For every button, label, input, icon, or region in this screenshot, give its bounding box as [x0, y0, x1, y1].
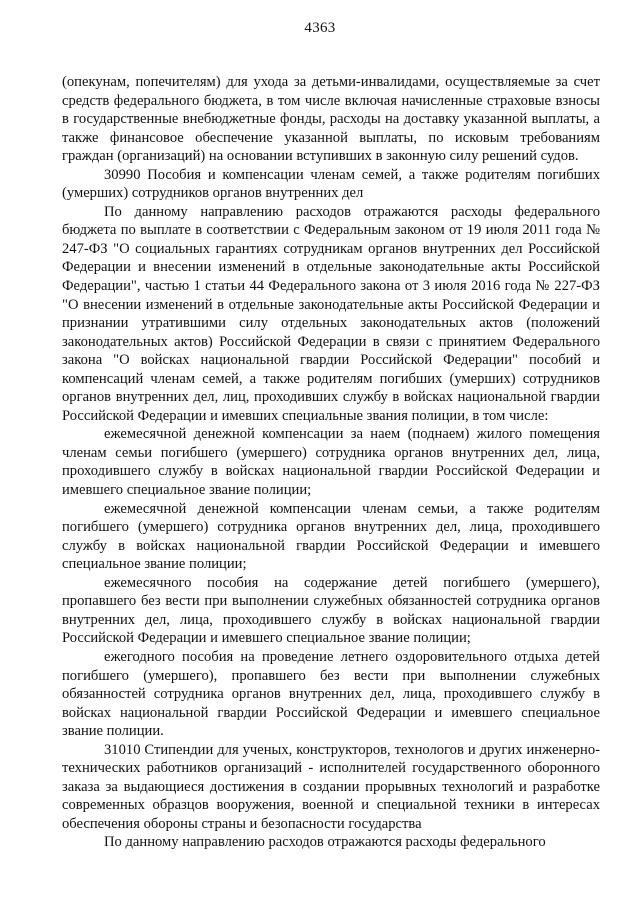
paragraph-list-item-monthly-compensation: ежемесячной денежной компенсации членам семьи, а также родителям погибшего (умершего) сотрудника органов внутренних дел, лица, проходившего службу в войсках национальной гвардии Российской Федерации и имевшего специальное звание полиции;: [62, 500, 600, 573]
paragraph-list-item-child-allowance: ежемесячного пособия на содержание детей погибшего (умершего), пропавшего без вести при выполнении служебных обязанностей сотрудника органов внутренних дел, лица, проходившего службу в войсках национальной гвардии Российской Федерации и имевшего специальное звание полиции;: [62, 574, 600, 647]
document-body: [62, 73, 600, 852]
page-number: 4363: [304, 20, 336, 36]
paragraph-list-item-summer-allowance: ежегодного пособия на проведение летнего оздоровительного отдыха детей погибшего (умершего), пропавшего без вести при выполнении служебных обязанностей сотрудника органов внутренних дел, лица, проходившего службу в войсках национальной гвардии Российской Федерации и имевшего специальное звание полиции.: [62, 648, 600, 740]
paragraph-continuation: (опекунам, попечителям) для ухода за детьми-инвалидами, осуществляемые за счет средств федерального бюджета, в том числе включая начисленные страховые взносы в государственные внебюджетные фонды, расходы на доставку указанной выплаты, а также финансовое обеспечение указанной выплаты, по исковым требованиям граждан (организаций) на основании вступивших в законную силу решений судов.: [62, 74, 600, 165]
paragraph-list-item-housing-compensation: ежемесячной денежной компенсации за наем (поднаем) жилого помещения членам семьи погибшего (умершего) сотрудника органов внутренних дел, лица, проходившего службу в войсках национальной гвардии Российской Федерации и имевшего специальное звание полиции;: [62, 426, 600, 499]
paragraph-expense-description: По данному направлению расходов отражаются расходы федерального бюджета по выплате в соответствии с Федеральным законом от 19 июля 2011 года № 247-ФЗ "О социальных гарантиях сотрудникам органов внутренних дел Российской Федерации и внесении изменений в отдельные законодательные акты Российской Федерации", частью 1 статьи 44 Федерального закона от 3 июля 2016 года № 227-ФЗ "О внесении изменений в отдельные законодательные акты Российской Федерации и признании утратившими силу отдельных законодательных актов (положений законодательных актов) Российской Федерации в связи с принятием Федерального закона "О войсках национальной гвардии Российской Федерации" пособий и компенсаций членам семей, а также родителям погибших (умерших) сотрудников органов внутренних дел, лиц, проходивших службу в войсках национальной гвардии Российской Федерации и имевших специальные звания полиции, в том числе:: [62, 203, 600, 424]
paragraph-trailing: По данному направлению расходов отражаются расходы федерального: [104, 834, 546, 851]
paragraph-heading-30990: 30990 Пособия и компенсации членам семей, а также родителям погибших (умерших) сотрудников органов внутренних дел: [62, 166, 600, 202]
paragraph-heading-31010: 31010 Стипендии для ученых, конструкторов, технологов и других инженерно-технических работников организаций - исполнителей государственного оборонного заказа за выдающиеся достижения в создании прорывных технологий и разработке современных образцов вооружения, военной и специальной техники в интересах обеспечения обороны страны и безопасности государства: [62, 741, 600, 832]
